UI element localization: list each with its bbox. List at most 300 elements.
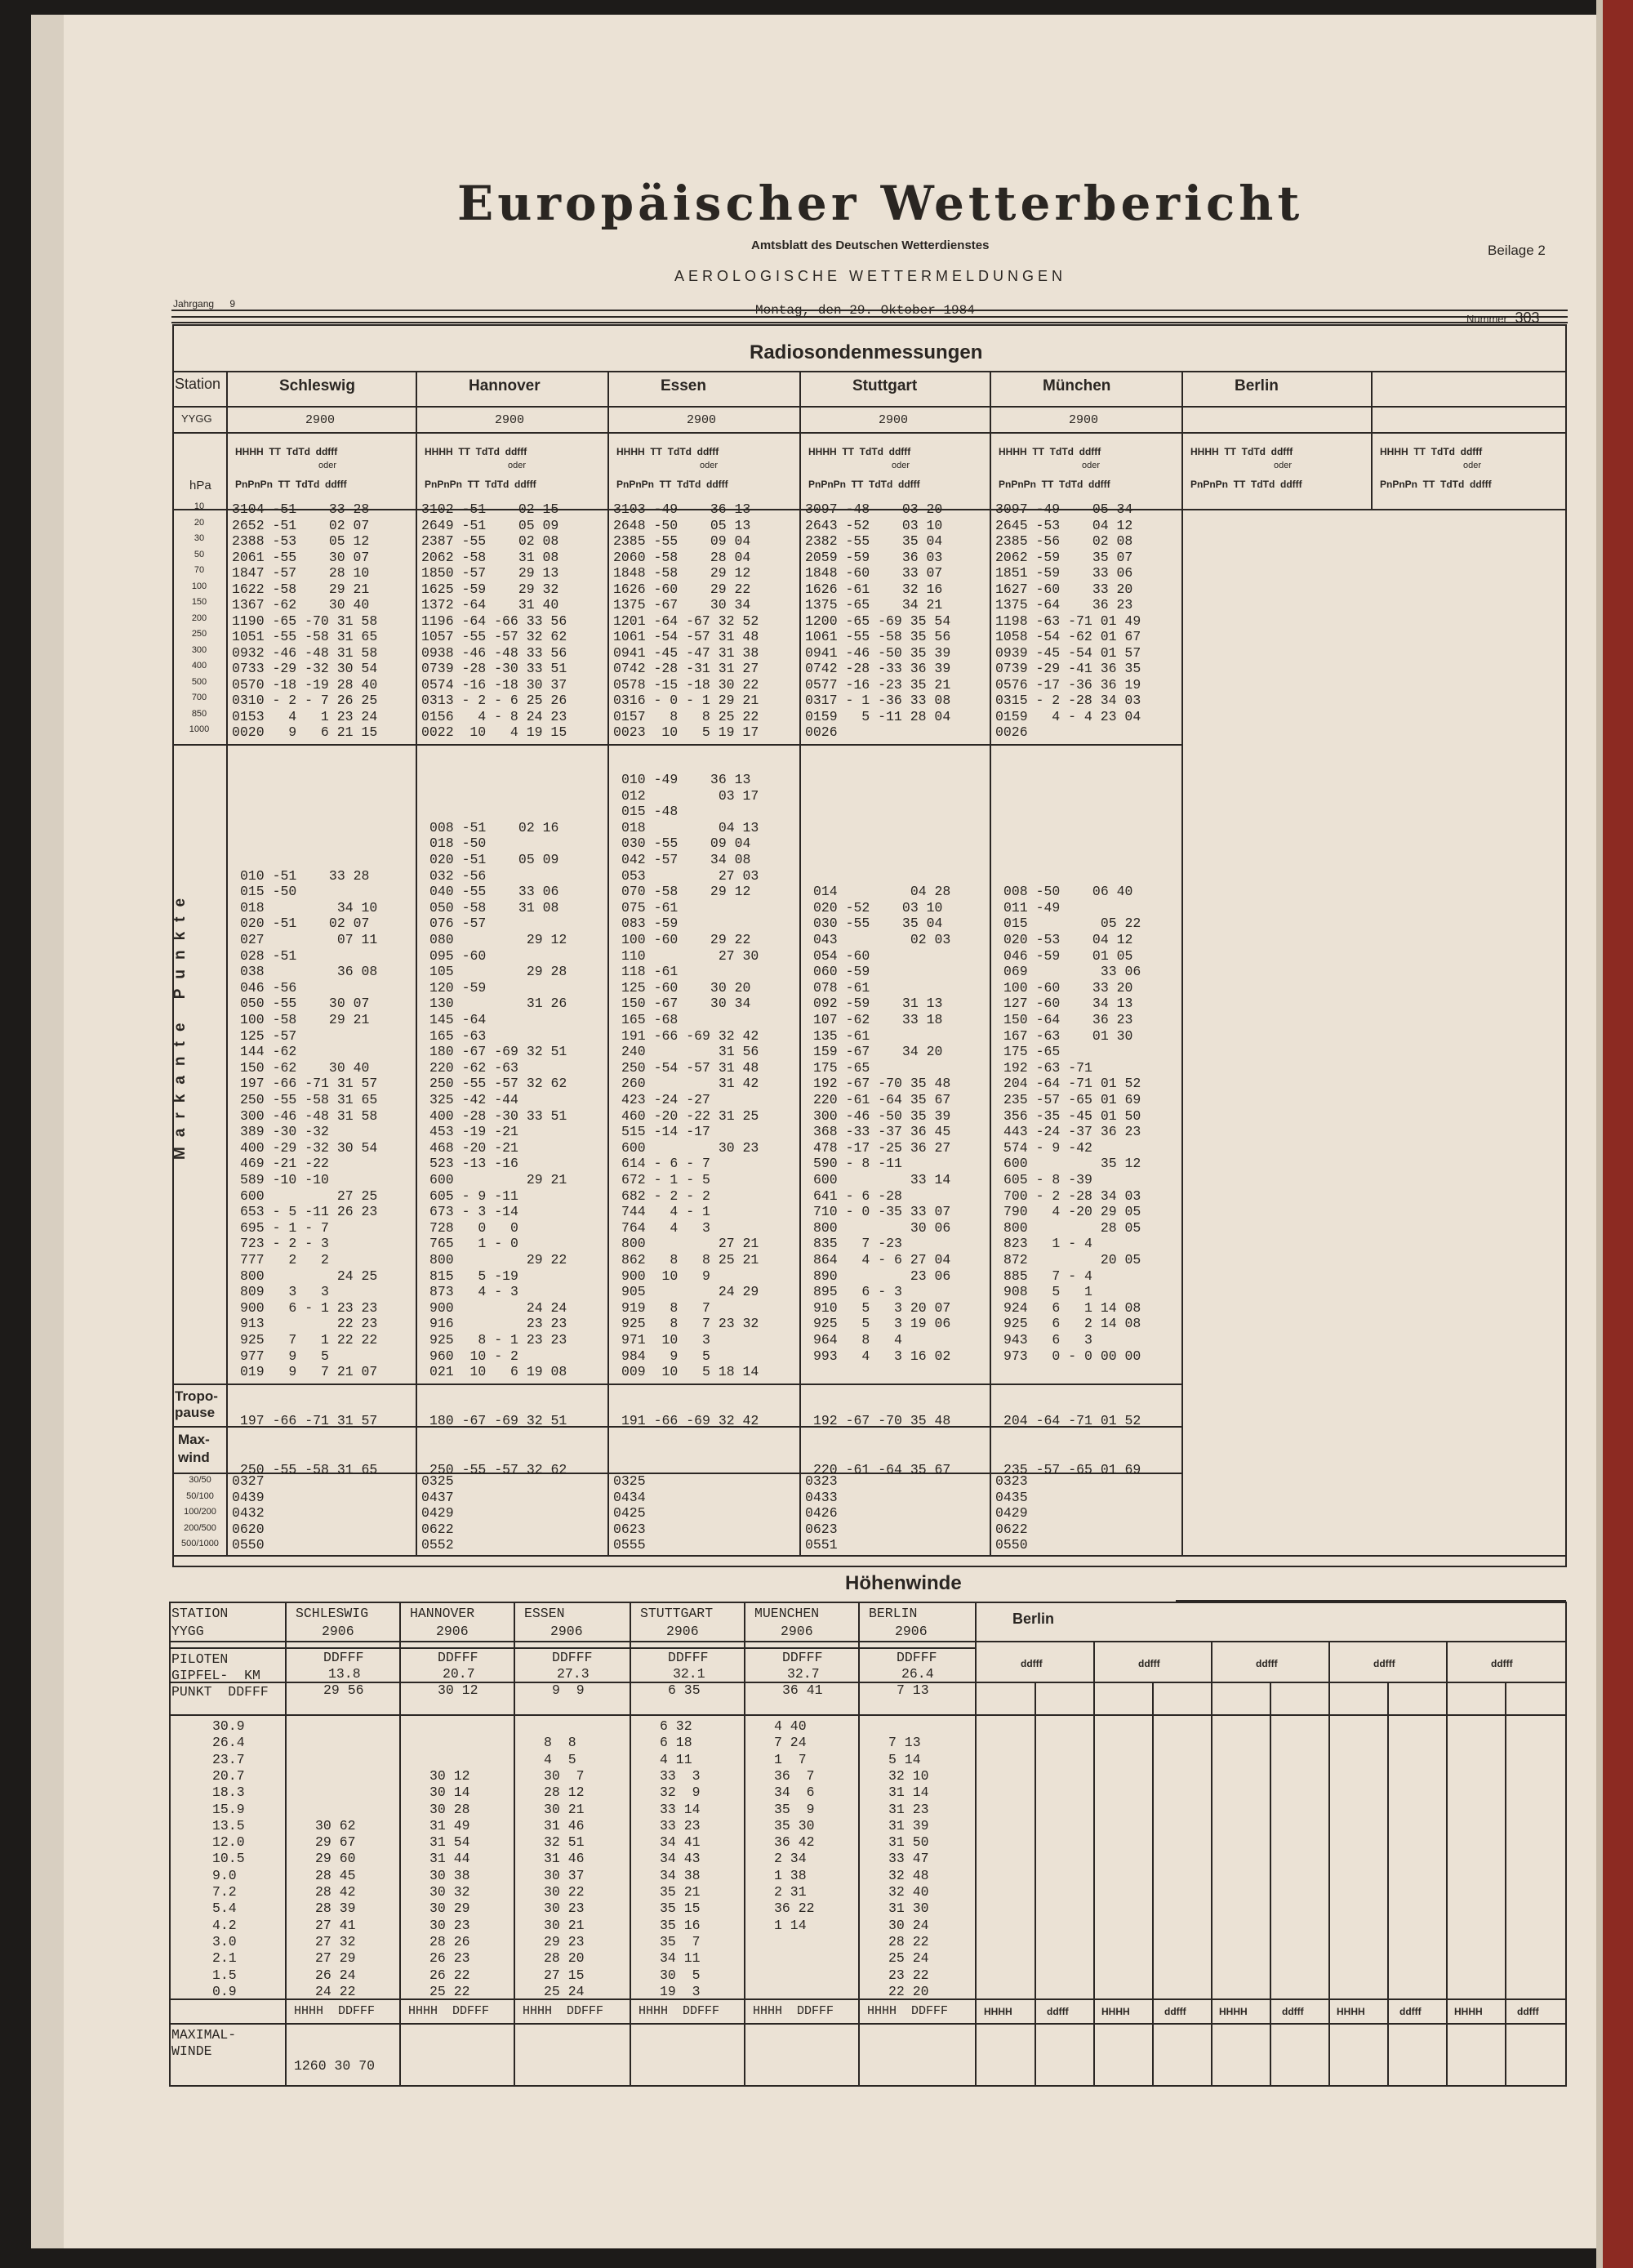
shear-cell: 0620 [232,1521,265,1537]
hw-wind-cell: 30 32 [429,1884,470,1900]
hw-gipfel-km: 32.7 [787,1666,820,1682]
hw-ddfff-head: DDFFF [668,1650,709,1665]
shear-cell: 0550 [995,1537,1028,1553]
mark-point-cell: 574 - 9 -42 [1003,1139,1092,1156]
mark-point-cell: 020 -53 04 12 [1003,932,1133,947]
mark-point-cell: 790 4 -20 29 05 [1003,1204,1141,1220]
hoehenwinde-title: Höhenwinde [845,1572,962,1594]
hw-wind-cell: 33 23 [660,1817,701,1834]
mark-point-cell: 030 -55 35 04 [813,916,943,932]
mark-point-cell: 977 9 5 [240,1348,329,1364]
mark-point-cell: 240 31 56 [621,1044,759,1060]
hw-wind-cell: 8 8 [544,1735,576,1751]
std-level-cell: 0316 - 0 - 1 29 21 [613,693,759,708]
std-level-cell: 1201 -64 -67 32 52 [613,613,759,629]
column-head: HHHH TT TdTd ddfff [999,446,1101,457]
std-level-cell: 0153 4 1 23 24 [232,708,378,724]
std-level-cell: 0742 -28 -33 36 39 [805,661,951,676]
tropopause-cell: 180 -67 -69 32 51 [429,1413,567,1428]
hw-wind-cell: 30 37 [544,1867,585,1883]
hw-wind-cell: 35 21 [660,1884,701,1900]
shear-cell: 0550 [232,1537,265,1553]
mark-point-cell: 300 -46 -50 35 39 [813,1107,951,1124]
hw-km-level: 18.3 [212,1785,245,1801]
hw-wind-cell: 28 42 [315,1884,356,1900]
mark-point-cell: 250 -55 -58 31 65 [240,1092,378,1107]
hw-wind-cell: 34 41 [660,1834,701,1851]
std-level-cell: 0315 - 2 -28 34 03 [995,693,1141,708]
hw-wind-cell: 30 29 [429,1900,470,1917]
mark-point-cell: 890 23 06 [813,1268,951,1284]
mark-point-cell: 682 - 2 - 2 [621,1187,710,1204]
hw-wind-cell: 22 20 [888,1983,929,1999]
shear-cell: 0551 [805,1537,838,1553]
level-hpa: 200 [191,613,207,623]
mark-point-cell: 076 -57 [429,916,487,932]
hw-max-head-small: ddfff [1282,2006,1304,2017]
shear-cell: 0325 [421,1473,454,1489]
shear-cell: 0432 [232,1505,265,1521]
hw-km-level: 20.7 [212,1767,245,1784]
hw-wind-cell: 24 22 [315,1983,356,1999]
mark-point-cell: 235 -57 -65 01 69 [1003,1092,1141,1107]
std-level-cell: 0739 -29 -41 36 35 [995,661,1141,676]
hw-km-level: 9.0 [212,1867,237,1883]
mark-point-cell: 032 -56 [429,867,487,884]
nummer-label: Nummer [1466,313,1507,325]
mark-point-cell: 815 5 -19 [429,1268,518,1284]
mark-point-cell: 590 - 8 -11 [813,1156,902,1172]
hw-wind-cell: 28 26 [429,1933,470,1949]
std-level-cell: 1375 -67 30 34 [613,597,751,613]
page-title: Europäischer Wetterbericht [457,176,1304,231]
mark-point-cell: 916 23 23 [429,1316,567,1332]
mark-point-cell: 925 8 7 23 32 [621,1316,759,1332]
hw-station-name: STUTTGART [640,1606,714,1621]
hw-km-level: 12.0 [212,1834,245,1851]
hw-wind-cell: 27 29 [315,1950,356,1967]
shear-cell: 0552 [421,1537,454,1553]
hw-gipfel-wind: 29 56 [323,1682,364,1698]
std-level-cell: 1850 -57 29 13 [421,565,559,581]
hw-wind-cell: 31 50 [888,1834,929,1851]
mark-point-cell: 197 -66 -71 31 57 [240,1076,378,1092]
maxwind-cell: 250 -55 -58 31 65 [240,1462,378,1477]
maxwind-label: Max-wind [178,1432,210,1465]
column-head: PnPnPn TT TdTd ddfff [425,479,536,490]
shear-cell: 0437 [421,1489,454,1505]
hw-ddfff-small: ddfff [1021,1658,1043,1669]
hw-yygg-value: 2906 [550,1624,583,1639]
mark-point-cell: 600 33 14 [813,1172,951,1187]
mark-point-cell: 924 6 1 14 08 [1003,1299,1141,1316]
mark-point-cell: 835 7 -23 [813,1236,902,1252]
yygg-value: 2900 [305,413,336,427]
mark-point-cell: 175 -65 [1003,1044,1061,1060]
radiosonde-title: Radiosondenmessungen [750,341,983,363]
mark-point-cell: 809 3 3 [240,1284,329,1300]
hw-wind-cell: 7 13 [888,1735,921,1751]
mark-point-cell: 862 8 8 25 21 [621,1252,759,1268]
mark-point-cell: 800 27 21 [621,1236,759,1252]
mark-point-cell: 641 - 6 -28 [813,1187,902,1204]
mark-point-cell: 019 9 7 21 07 [240,1364,378,1380]
hw-max-head-small: ddfff [1399,2006,1422,2017]
mark-point-cell: 908 5 1 [1003,1284,1092,1300]
mark-point-cell: 118 -61 [621,964,679,980]
shear-cell: 0323 [995,1473,1028,1489]
hw-wind-cell: 30 22 [544,1884,585,1900]
level-hpa: 30 [194,533,205,543]
mark-point-cell: 900 10 9 [621,1268,710,1284]
mark-point-cell: 469 -21 -22 [240,1156,329,1172]
mark-point-cell: 925 8 - 1 23 23 [429,1332,567,1348]
std-level-cell: 1372 -64 31 40 [421,597,559,613]
std-level-cell: 2385 -55 09 04 [613,533,751,549]
mark-point-cell: 913 22 23 [240,1316,378,1332]
mark-point-cell: 018 04 13 [621,819,759,835]
column-head: HHHH TT TdTd ddfff [1190,446,1293,457]
level-hpa: 700 [191,693,207,702]
std-level-cell: 0742 -28 -31 31 27 [613,661,759,676]
mark-point-cell: 030 -55 09 04 [621,835,751,852]
hw-gipfel-wind: 7 13 [897,1682,929,1698]
std-level-cell: 0941 -45 -47 31 38 [613,644,759,661]
std-level-cell: 1626 -60 29 22 [613,581,751,597]
std-level-cell: 3097 -49 05 34 [995,501,1133,517]
hw-ddfff-head: DDFFF [552,1650,593,1665]
mark-point-cell: 191 -66 -69 32 42 [621,1027,759,1044]
report-date: Montag, den 29. Oktober 1984 [755,303,975,318]
hw-wind-cell: 23 22 [888,1967,929,1983]
std-level-cell: 0023 10 5 19 17 [613,724,759,740]
level-hpa: 300 [191,644,207,655]
mark-point-cell: 027 07 11 [240,932,378,947]
std-level-cell: 2059 -59 36 03 [805,549,943,565]
column-head: PnPnPn TT TdTd ddfff [999,479,1110,490]
mark-point-cell: 144 -62 [240,1044,297,1060]
hw-yygg-value: 2906 [322,1624,354,1639]
nummer: 303 [1515,310,1540,326]
mark-point-cell: 145 -64 [429,1012,487,1027]
mark-point-cell: 220 -62 -63 [429,1059,518,1076]
mark-point-cell: 873 4 - 3 [429,1284,518,1300]
std-level-cell: 0938 -46 -48 33 56 [421,644,567,661]
std-level-cell: 1196 -64 -66 33 56 [421,613,567,629]
std-level-cell: 2645 -53 04 12 [995,517,1133,533]
column-head: HHHH TT TdTd ddfff [616,446,719,457]
mark-point-cell: 765 1 - 0 [429,1236,518,1252]
mark-point-cell: 107 -62 33 18 [813,1012,943,1027]
std-level-cell: 2388 -53 05 12 [232,533,370,549]
mark-point-cell: 389 -30 -32 [240,1124,329,1140]
level-hpa: 400 [191,661,207,671]
column-head: PnPnPn TT TdTd ddfff [808,479,920,490]
shear-cell: 0429 [421,1505,454,1521]
beilage: Beilage 2 [1488,243,1546,258]
hw-wind-cell: 19 3 [660,1983,701,1999]
maxwind-cell: 220 -61 -64 35 67 [813,1462,951,1477]
std-level-cell: 1057 -55 -57 32 62 [421,629,567,644]
subtitle: Amtsblatt des Deutschen Wetterdienstes [751,238,990,252]
yygg-value: 2900 [1069,413,1099,427]
hw-wind-cell: 26 22 [429,1967,470,1983]
hw-wind-cell: 30 7 [544,1767,585,1784]
hw-wind-cell: 5 14 [888,1751,921,1767]
hw-wind-cell: 30 21 [544,1801,585,1817]
hw-wind-cell: 32 9 [660,1785,701,1801]
shear-cell: 0429 [995,1505,1028,1521]
hw-km-level: 26.4 [212,1735,245,1751]
std-level-cell: 0576 -17 -36 36 19 [995,676,1141,693]
mark-point-cell: 910 5 3 20 07 [813,1299,951,1316]
shear-cell: 0435 [995,1489,1028,1505]
mark-point-cell: 710 - 0 -35 33 07 [813,1204,951,1220]
shear-label: 500/1000 [181,1539,219,1548]
column-head: PnPnPn TT TdTd ddfff [1380,479,1492,490]
std-level-cell: 3102 -51 02 15 [421,501,559,517]
hw-max-head-small: HHHH [1101,2006,1130,2017]
hw-wind-cell: 1 14 [774,1917,807,1933]
mark-point-cell: 744 4 - 1 [621,1204,710,1220]
mark-point-cell: 105 29 28 [429,964,567,980]
hw-station-name: HANNOVER [410,1606,475,1621]
hw-wind-cell: 30 14 [429,1785,470,1801]
hw-yygg-value: 2906 [781,1624,813,1639]
hw-gipfel-label: GIPFEL- KM [171,1668,260,1683]
hw-max-head: HHHH DDFFF [408,2004,490,2018]
hw-wind-cell: 27 32 [315,1933,356,1949]
hw-wind-cell: 28 22 [888,1933,929,1949]
mark-point-cell: 400 -29 -32 30 54 [240,1139,378,1156]
hw-km-level: 23.7 [212,1751,245,1767]
column-head-oder: oder [892,461,910,470]
hw-wind-cell: 27 41 [315,1917,356,1933]
station-label: Station [175,376,221,392]
hw-ddfff-head: DDFFF [438,1650,478,1665]
std-level-cell: 1200 -65 -69 35 54 [805,613,951,629]
hw-wind-cell: 4 11 [660,1751,692,1767]
hw-gipfel-wind: 30 12 [438,1682,478,1698]
hw-wind-cell: 31 39 [888,1817,929,1834]
mark-point-cell: 130 31 26 [429,996,567,1012]
std-level-cell: 3104 -51 33 28 [232,501,370,517]
mark-point-cell: 012 03 17 [621,787,759,804]
std-level-cell: 0310 - 2 - 7 26 25 [232,693,378,708]
hw-wind-cell: 31 23 [888,1801,929,1817]
hw-wind-cell: 33 3 [660,1767,701,1784]
mark-point-cell: 895 6 - 3 [813,1284,902,1300]
mark-point-cell: 672 - 1 - 5 [621,1172,710,1187]
mark-point-cell: 925 6 2 14 08 [1003,1316,1141,1332]
tropopause-cell: 204 -64 -71 01 52 [1003,1413,1141,1428]
mark-point-cell: 777 2 2 [240,1252,329,1268]
hw-wind-cell: 36 42 [774,1834,815,1851]
hw-gipfel-wind: 9 9 [552,1682,585,1698]
hw-max-head: HHHH DDFFF [753,2004,834,2018]
std-level-cell: 0156 4 - 8 24 23 [421,708,567,724]
hw-km-level: 5.4 [212,1900,237,1917]
std-level-cell: 2649 -51 05 09 [421,517,559,533]
hw-wind-cell: 28 39 [315,1900,356,1917]
hw-wind-cell: 30 5 [660,1967,701,1983]
mark-point-cell: 960 10 - 2 [429,1348,518,1364]
mark-point-cell: 250 -54 -57 31 48 [621,1059,759,1076]
mark-point-cell: 054 -60 [813,947,870,964]
mark-point-cell: 723 - 2 - 3 [240,1236,329,1252]
hw-wind-cell: 31 46 [544,1817,585,1834]
hw-wind-cell: 6 18 [660,1735,692,1751]
hw-piloten-label: PILOTEN [171,1651,229,1667]
std-level-cell: 1061 -55 -58 35 56 [805,629,951,644]
mark-point-cell: 125 -60 30 20 [621,979,751,996]
mark-point-cell: 356 -35 -45 01 50 [1003,1107,1141,1124]
mark-point-cell: 614 - 6 - 7 [621,1156,710,1172]
mark-point-cell: 015 -48 [621,804,679,820]
tropopause-cell: 192 -67 -70 35 48 [813,1413,951,1428]
hw-max-head-small: HHHH [1454,2006,1483,2017]
std-level-cell: 0932 -46 -48 31 58 [232,644,378,661]
hw-winde-label: WINDE [171,2043,212,2059]
std-level-cell: 1058 -54 -62 01 67 [995,629,1141,644]
hw-wind-cell: 31 30 [888,1900,929,1917]
hw-wind-cell: 28 12 [544,1785,585,1801]
mark-point-cell: 943 6 3 [1003,1332,1092,1348]
level-hpa: 150 [191,597,207,607]
hw-km-level: 13.5 [212,1817,245,1834]
hw-km-level: 2.1 [212,1950,237,1967]
std-level-cell: 0570 -18 -19 28 40 [232,676,378,693]
hw-wind-cell: 27 15 [544,1967,585,1983]
mark-point-cell: 092 -59 31 13 [813,996,943,1012]
mark-point-cell: 100 -60 29 22 [621,932,751,947]
mark-point-cell: 993 4 3 16 02 [813,1348,951,1364]
hw-km-level: 1.5 [212,1967,237,1983]
hw-wind-cell: 31 46 [544,1851,585,1867]
shear-cell: 0622 [995,1521,1028,1537]
column-head-oder: oder [700,461,719,470]
hw-maximal-label: MAXIMAL- [171,2027,237,2043]
mark-point-cell: 040 -55 33 06 [429,884,559,900]
mark-point-cell: 478 -17 -25 36 27 [813,1139,951,1156]
hw-wind-cell: 30 62 [315,1817,356,1834]
std-level-cell: 0578 -15 -18 30 22 [613,676,759,693]
hw-wind-cell: 6 32 [660,1718,692,1734]
hw-max-value: 1260 30 70 [294,2058,376,2074]
shear-label: 30/50 [189,1475,211,1485]
station-name: Hannover [469,377,541,394]
yygg-value: 2900 [687,413,717,427]
hw-wind-cell: 26 24 [315,1967,356,1983]
hw-wind-cell: 28 20 [544,1950,585,1967]
mark-point-cell: 423 -24 -27 [621,1092,710,1107]
std-level-cell: 1375 -64 36 23 [995,597,1133,613]
mark-point-cell: 800 29 22 [429,1252,567,1268]
column-head: PnPnPn TT TdTd ddfff [1190,479,1302,490]
hw-km-level: 30.9 [212,1718,245,1734]
hw-wind-cell: 31 14 [888,1785,929,1801]
hw-punkt-label: PUNKT DDFFF [171,1684,269,1700]
mark-point-cell: 192 -63 -71 [1003,1059,1092,1076]
mark-point-cell: 100 -58 29 21 [240,1012,370,1027]
mark-point-cell: 159 -67 34 20 [813,1044,943,1060]
shear-cell: 0439 [232,1489,265,1505]
hw-wind-cell: 35 15 [660,1900,701,1917]
mark-point-cell: 872 20 05 [1003,1252,1141,1268]
mark-point-cell: 127 -60 34 13 [1003,996,1133,1012]
hw-wind-cell: 34 43 [660,1851,701,1867]
column-head: HHHH TT TdTd ddfff [1380,446,1483,457]
hw-wind-cell: 4 40 [774,1718,807,1734]
hw-wind-cell: 2 31 [774,1884,807,1900]
mark-point-cell: 046 -56 [240,979,297,996]
mark-point-cell: 020 -52 03 10 [813,899,943,916]
std-level-cell: 0157 8 8 25 22 [613,708,759,724]
column-head-oder: oder [1463,461,1482,470]
mark-point-cell: 038 36 08 [240,964,378,980]
mark-point-cell: 925 7 1 22 22 [240,1332,378,1348]
hw-wind-cell: 30 12 [429,1767,470,1784]
hw-wind-cell: 28 45 [315,1867,356,1883]
shear-cell: 0623 [613,1521,646,1537]
mark-point-cell: 700 - 2 -28 34 03 [1003,1187,1141,1204]
section-title: AEROLOGISCHE WETTERMELDUNGEN [674,268,1067,284]
hw-wind-cell: 25 22 [429,1983,470,1999]
mark-point-cell: 020 -51 05 09 [429,852,559,867]
std-level-cell: 1061 -54 -57 31 48 [613,629,759,644]
mark-point-cell: 653 - 5 -11 26 23 [240,1204,378,1220]
column-head: HHHH TT TdTd ddfff [808,446,911,457]
hw-wind-cell: 35 7 [660,1933,701,1949]
mark-point-cell: 150 -62 30 40 [240,1059,370,1076]
hw-max-head-small: HHHH [1219,2006,1248,2017]
column-head-oder: oder [508,461,527,470]
mark-point-cell: 075 -61 [621,899,679,916]
std-level-cell: 2648 -50 05 13 [613,517,751,533]
mark-point-cell: 919 8 7 [621,1299,710,1316]
shear-cell: 0425 [613,1505,646,1521]
mark-point-cell: 043 02 03 [813,932,951,947]
hw-ddfff-small: ddfff [1491,1658,1513,1669]
mark-point-cell: 589 -10 -10 [240,1172,329,1187]
std-level-cell: 1375 -65 34 21 [805,597,943,613]
hw-wind-cell: 32 40 [888,1884,929,1900]
hw-station-label: STATION [171,1606,229,1621]
std-level-cell: 1051 -55 -58 31 65 [232,629,378,644]
std-level-cell: 3097 -48 03 20 [805,501,943,517]
mark-point-cell: 973 0 - 0 00 00 [1003,1348,1141,1364]
mark-point-cell: 042 -57 34 08 [621,852,751,867]
column-head: HHHH TT TdTd ddfff [425,446,527,457]
std-level-cell: 0313 - 2 - 6 25 26 [421,693,567,708]
hpa-label: hPa [189,479,211,492]
mark-point-cell: 010 -51 33 28 [240,867,370,884]
mark-point-cell: 175 -65 [813,1059,870,1076]
std-level-cell: 0026 [995,724,1028,740]
std-level-cell: 1198 -63 -71 01 49 [995,613,1141,629]
maxwind-cell: 250 -55 -57 32 62 [429,1462,567,1477]
mark-point-cell: 083 -59 [621,916,679,932]
mark-point-cell: 125 -57 [240,1027,297,1044]
station-name: Schleswig [279,377,355,394]
mark-point-cell: 050 -55 30 07 [240,996,370,1012]
column-head: PnPnPn TT TdTd ddfff [235,479,347,490]
mark-point-cell: 984 9 5 [621,1348,710,1364]
mark-point-cell: 300 -46 -48 31 58 [240,1107,378,1124]
mark-point-cell: 925 5 3 19 06 [813,1316,951,1332]
hw-berlin-head: Berlin [1012,1611,1055,1627]
mark-point-cell: 009 10 5 18 14 [621,1364,759,1380]
